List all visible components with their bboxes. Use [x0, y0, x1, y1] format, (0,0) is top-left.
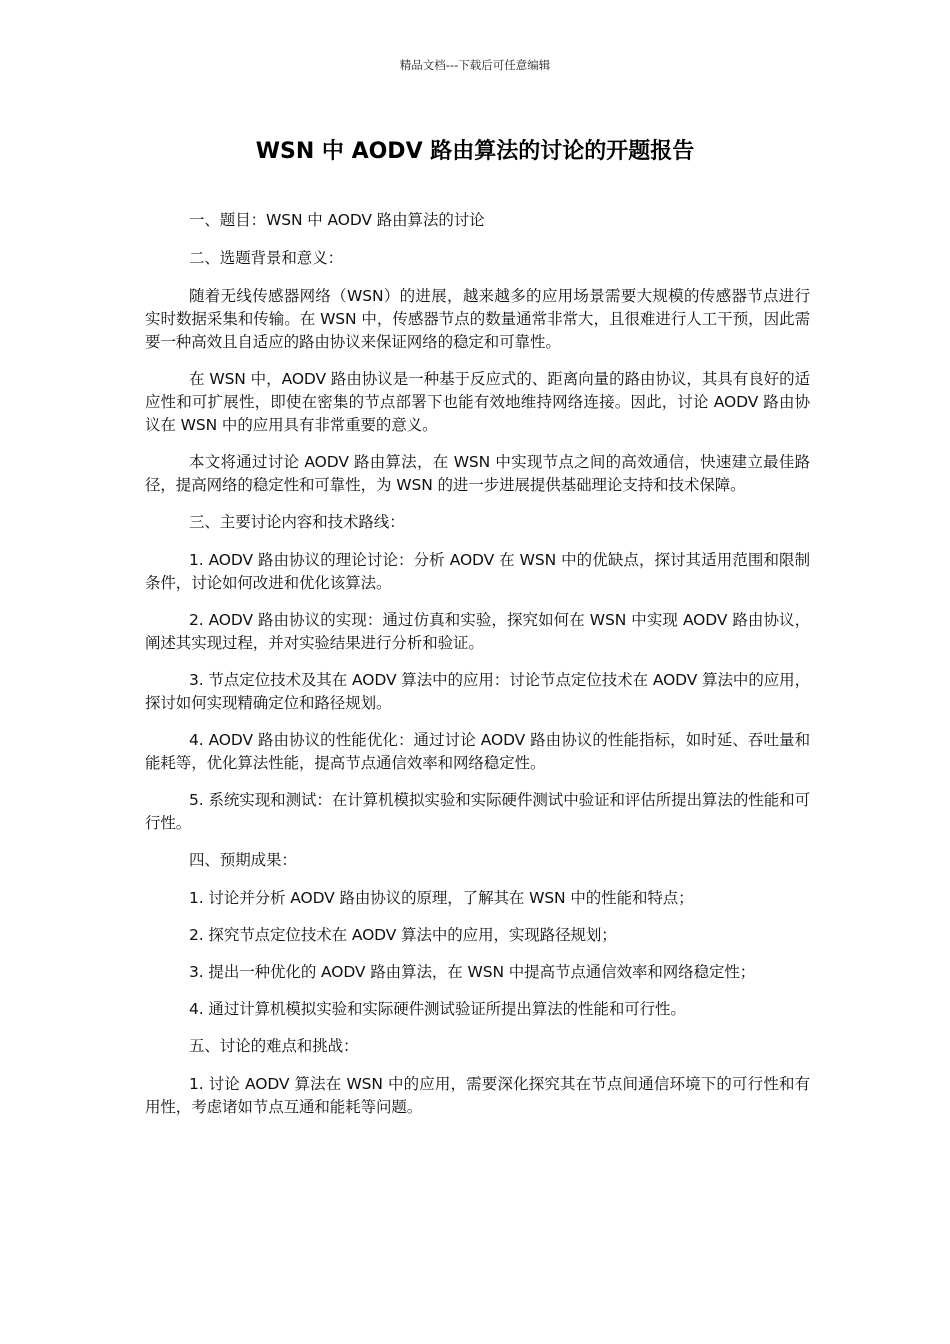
document-title: WSN 中 AODV 路由算法的讨论的开题报告 [255, 139, 695, 164]
section-content-heading: 三、主要讨论内容和技术路线： [189, 513, 405, 531]
paragraph-background-1: 随着无线传感器网络（WSN）的进展，越来越多的应用场景需要大规模的传感器节点进行实时数据采集和传输。在 WSN 中，传感器节点的数量通常非常大，且很难进行人工干预，因此需要一种高效且自适应的路由协议来保证网络的稳定和可靠性。 [145, 287, 810, 351]
content-item-1: 1. AODV 路由协议的理论讨论：分析 AODV 在 WSN 中的优缺点，探讨其适用范围和限制条件，讨论如何改进和优化该算法。 [145, 551, 810, 592]
content-item-4: 4. AODV 路由协议的性能优化：通过讨论 AODV 路由协议的性能指标，如时延、吞吐量和能耗等，优化算法性能，提高节点通信效率和网络稳定性。 [145, 731, 810, 772]
document-body [145, 209, 810, 1133]
result-item-1: 1. 讨论并分析 AODV 路由协议的原理，了解其在 WSN 中的性能和特点； [189, 889, 694, 907]
section-topic: 一、题目：WSN 中 AODV 路由算法的讨论 [189, 211, 485, 229]
section-background-heading: 二、选题背景和意义： [189, 249, 344, 267]
result-item-2: 2. 探究节点定位技术在 AODV 算法中的应用，实现路径规划； [189, 926, 617, 944]
content-item-3: 3. 节点定位技术及其在 AODV 算法中的应用：讨论节点定位技术在 AODV 算法中的应用，探讨如何实现精确定位和路径规划。 [145, 671, 810, 712]
header-note: 精品文档---下载后可任意编辑 [399, 58, 551, 72]
paragraph-background-2: 在 WSN 中，AODV 路由协议是一种基于反应式的、距离向量的路由协议，其具有良好的适应性和可扩展性，即使在密集的节点部署下也能有效地维持网络连接。因此，讨论 AODV 路由协议在 WSN 中的应用具有非常重要的意义。 [145, 370, 810, 434]
content-item-5: 5. 系统实现和测试：在计算机模拟实验和实际硬件测试中验证和评估所提出算法的性能和可行性。 [145, 791, 810, 832]
paragraph-background-3: 本文将通过讨论 AODV 路由算法，在 WSN 中实现节点之间的高效通信，快速建立最佳路径，提高网络的稳定性和可靠性，为 WSN 的进一步进展提供基础理论支持和技术保障。 [145, 453, 810, 494]
result-item-3: 3. 提出一种优化的 AODV 路由算法，在 WSN 中提高节点通信效率和网络稳定性； [189, 963, 756, 981]
challenge-item-1: 1. 讨论 AODV 算法在 WSN 中的应用，需要深化探究其在节点间通信环境下的可行性和有用性，考虑诸如节点互通和能耗等问题。 [145, 1075, 810, 1116]
section-challenges-heading: 五、讨论的难点和挑战： [189, 1037, 359, 1055]
content-item-2: 2. AODV 路由协议的实现：通过仿真和实验，探究如何在 WSN 中实现 AODV 路由协议，阐述其实现过程，并对实验结果进行分析和验证。 [145, 611, 810, 652]
section-results-heading: 四、预期成果： [189, 851, 297, 869]
result-item-4: 4. 通过计算机模拟实验和实际硬件测试验证所提出算法的性能和可行性。 [189, 1000, 686, 1018]
